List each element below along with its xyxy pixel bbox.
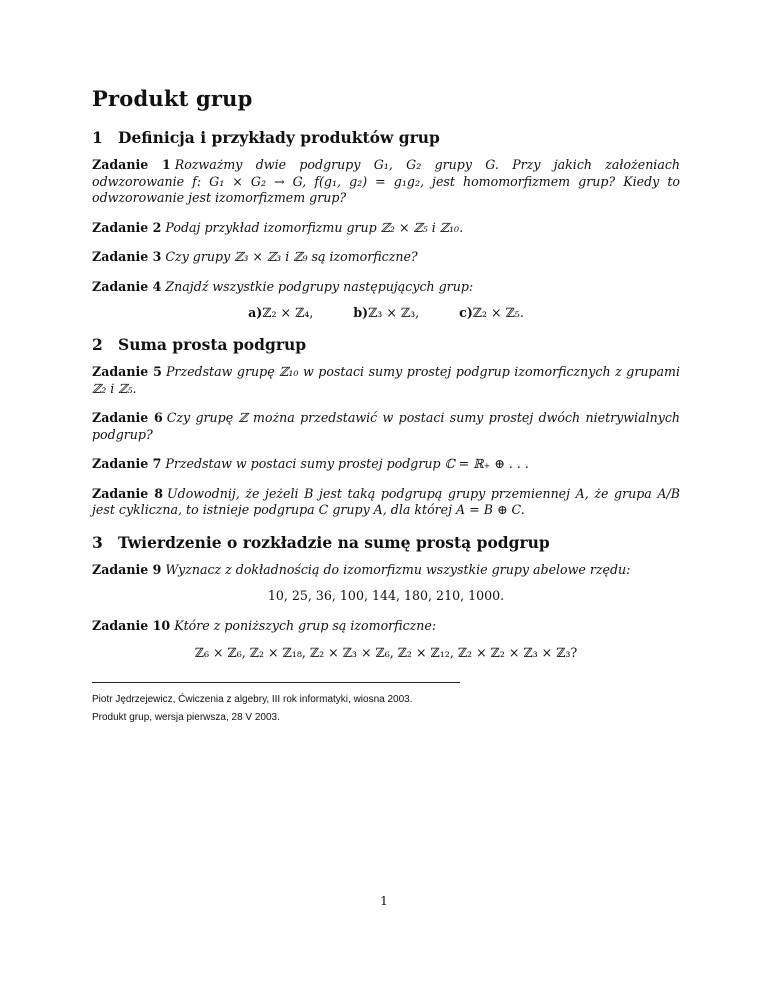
subgroup-item-a: a)ℤ₂ × ℤ₄, — [248, 305, 314, 320]
orders-line: 10, 25, 36, 100, 144, 180, 210, 1000. — [267, 588, 505, 603]
subgroup-item-b: b)ℤ₃ × ℤ₃, — [353, 305, 420, 320]
exercise-1: Zadanie 1 Rozważmy dwie podgrupy G₁, G₂ grupy G. Przy jakich założeniach odwzorowanie f: G₁ × G₂ → G, f(g₁, g₂) = g₁g₂, jest homomorfizmem grup? Kiedy to odwzorowanie jest izomorfizmem grup? — [92, 157, 681, 205]
exercise-3: Zadanie 3 Czy grupy ℤ₃ × ℤ₃ i ℤ₉ są izomorficzne? — [92, 249, 418, 264]
section-heading: 1 Definicja i przykłady produktów grup — [92, 128, 440, 147]
subgroup-list — [92, 305, 680, 320]
section-2 — [92, 335, 680, 519]
page-number: 1 — [380, 893, 388, 908]
groups-line: ℤ₆ × ℤ₆, ℤ₂ × ℤ₁₈, ℤ₂ × ℤ₃ × ℤ₆, ℤ₂ × ℤ₁₂, ℤ₂ × ℤ₂ × ℤ₃ × ℤ₃? — [194, 644, 578, 660]
exercise-7: Zadanie 7 Przedstaw w postaci sumy prostej podgrup ℂ = ℝ₊ ⊕ . . . — [92, 456, 529, 471]
document-title: Produkt grup — [92, 86, 253, 111]
section-heading: 2 Suma prosta podgrup — [92, 335, 307, 354]
exercise-8: Zadanie 8 Udowodnij, że jeżeli B jest taką podgrupą grupy przemiennej A, że grupa A/B jest cykliczna, to istnieje podgrupa C grupy A, dla której A = B ⊕ C. — [92, 485, 680, 517]
section-3 — [92, 533, 680, 660]
exercise-9: Zadanie 9 Wyznacz z dokładnością do izomorfizmu wszystkie grupy abelowe rzędu: — [92, 561, 631, 577]
exercise-10: Zadanie 10 Które z poniższych grup są izomorficzne: — [92, 618, 437, 633]
footnote-rule — [92, 682, 460, 683]
exercise-6: Zadanie 6 Czy grupę ℤ można przedstawić w postaci sumy prostej dwóch nietrywialnych podgrup? — [92, 410, 681, 442]
section-heading: 3 Twierdzenie o rozkładzie na sumę prostą podgrup — [92, 532, 550, 552]
exercise-5: Zadanie 5 Przedstaw grupę ℤ₁₀ w postaci sumy prostej podgrup izomorficznych z grupami ℤ₂ i ℤ₅. — [92, 364, 681, 396]
subgroup-item-c: c)ℤ₂ × ℤ₅. — [459, 305, 524, 320]
footnotes — [92, 691, 680, 727]
exercise-4: Zadanie 4 Znajdź wszystkie podgrupy następujących grup: — [92, 278, 474, 294]
footnote-version: Produkt grup, wersja pierwsza, 28 V 2003. — [92, 711, 280, 723]
section-1 — [92, 128, 680, 320]
exercise-2: Zadanie 2 Podaj przykład izomorfizmu grup ℤ₂ × ℤ₅ i ℤ₁₀. — [92, 219, 464, 235]
document-page — [92, 86, 680, 727]
footnote-author: Piotr Jędrzejewicz, Ćwiczenia z algebry, III rok informatyki, wiosna 2003. — [92, 693, 413, 705]
